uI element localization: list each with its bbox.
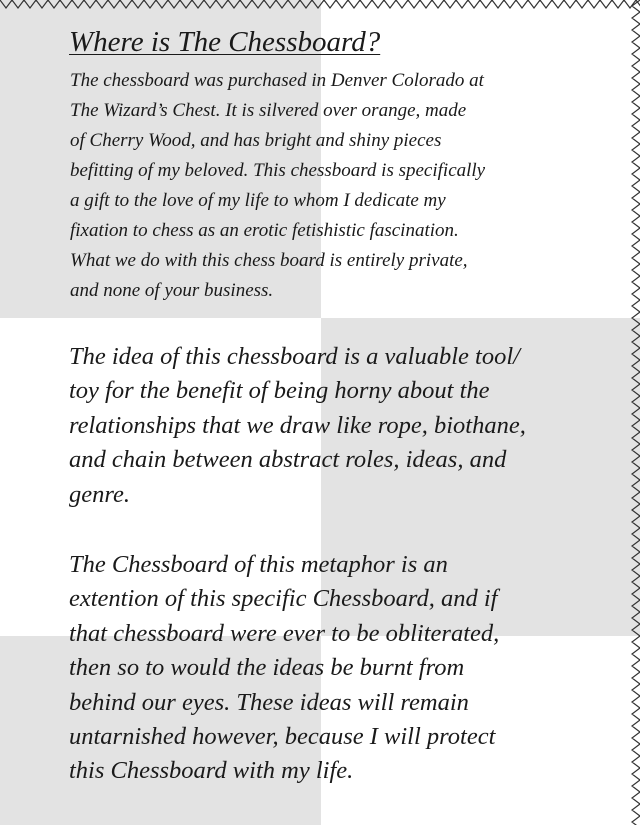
intro-line: a gift to the love of my life to whom I dedicate my (70, 190, 446, 211)
intro-line: The chessboard was purchased in Denver Colorado at (70, 70, 484, 91)
paragraph-metaphor (69, 548, 609, 789)
page-title: Where is The Chessboard? (69, 26, 381, 58)
paragraph-line: and chain between abstract roles, ideas, and (69, 446, 507, 474)
paragraph-line: extention of this specific Chessboard, and if (69, 585, 498, 613)
paragraph-line: behind our eyes. These ideas will remain (69, 688, 469, 716)
paragraph-line: that chessboard were ever to be obliterated, (69, 619, 500, 647)
paragraph-line: untarnished however, because I will protect (69, 723, 496, 751)
intro-line: of Cherry Wood, and has bright and shiny pieces (70, 130, 442, 151)
paragraph-line: genre. (69, 480, 130, 508)
paragraph-line: this Chessboard with my life. (69, 757, 354, 785)
intro-line: The Wizard’s Chest. It is silvered over orange, made (70, 100, 467, 121)
intro-paragraph (70, 66, 610, 306)
intro-line: What we do with this chess board is entirely private, (70, 250, 468, 271)
paragraph-line: The Chessboard of this metaphor is an (69, 551, 448, 578)
paragraph-line: relationships that we draw like rope, biothane, (69, 411, 526, 439)
paragraph-idea (69, 340, 609, 512)
paragraph-line: then so to would the ideas be burnt from (69, 654, 465, 682)
paragraph-line: The idea of this chessboard is a valuable tool/ (69, 343, 520, 370)
intro-line: befitting of my beloved. This chessboard is specifically (70, 160, 486, 181)
intro-line: and none of your business. (70, 280, 274, 301)
paragraph-line: toy for the benefit of being horny about the (69, 377, 490, 405)
intro-line: fixation to chess as an erotic fetishistic fascination. (70, 220, 459, 241)
